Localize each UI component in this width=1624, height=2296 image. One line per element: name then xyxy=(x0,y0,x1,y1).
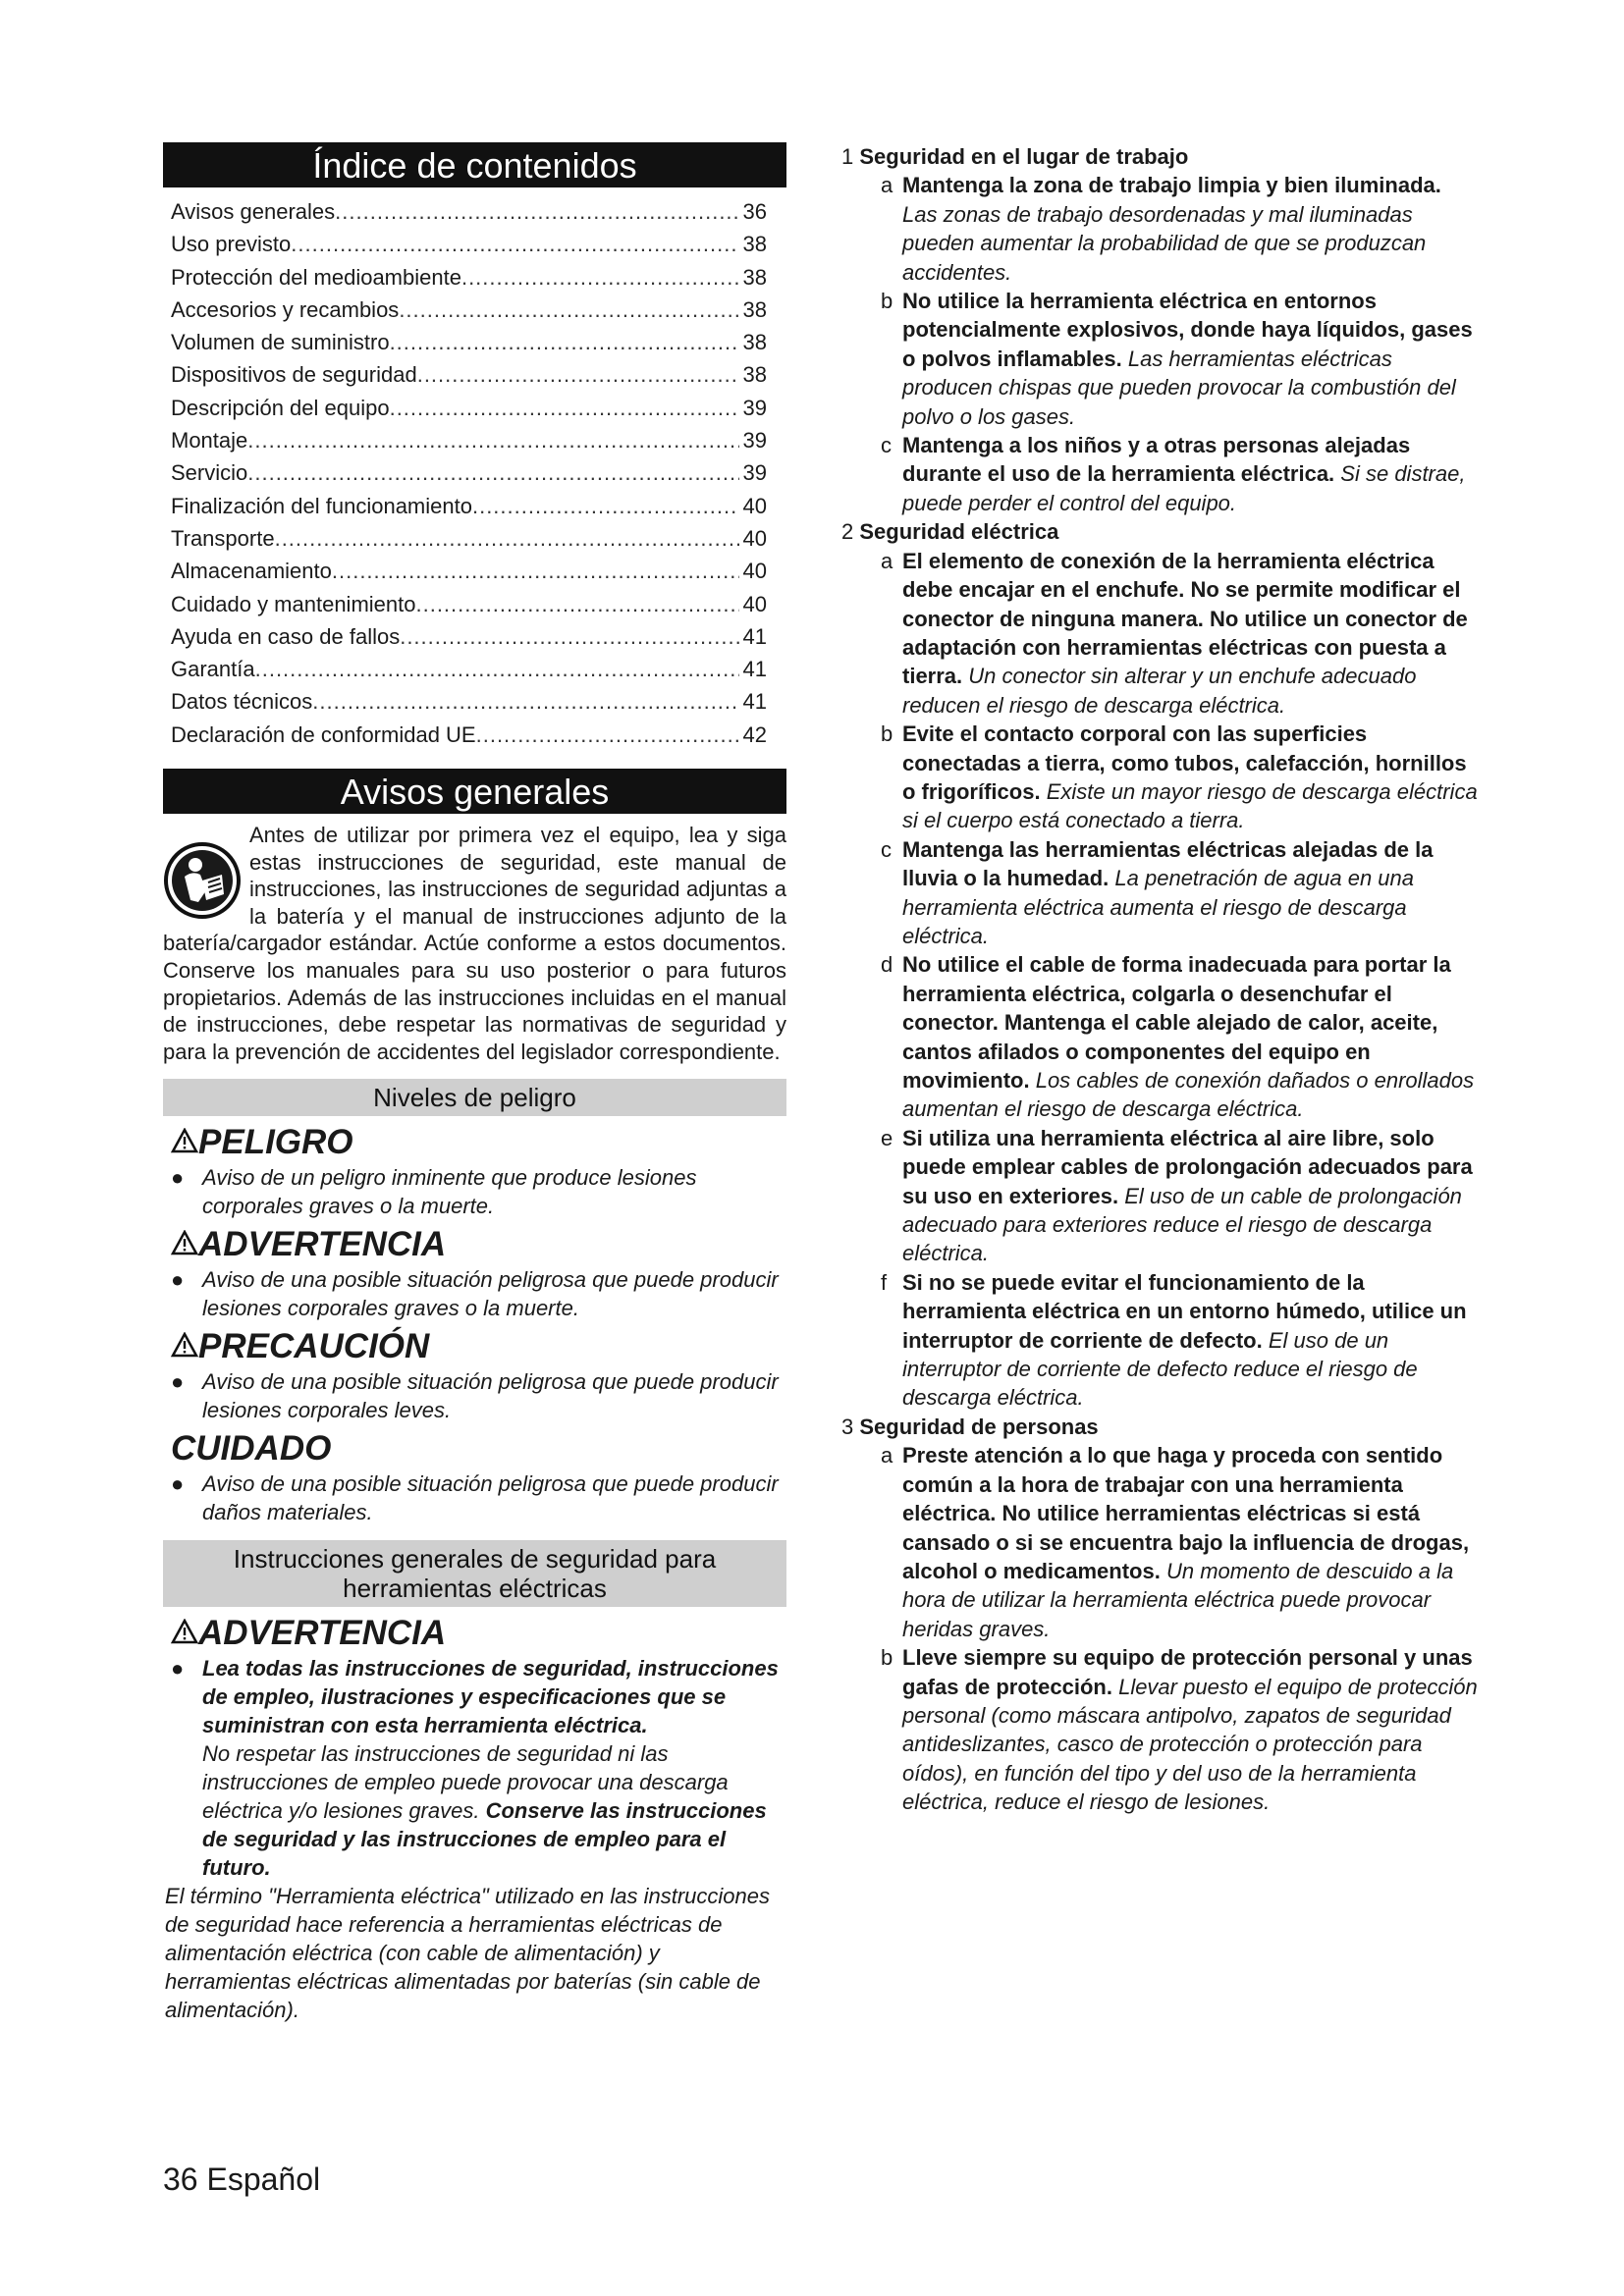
toc-item[interactable]: Descripción del equipo ..... 39 xyxy=(171,392,767,424)
section-1: 1 Seguridad en el lugar de trabajo xyxy=(841,144,1189,169)
section-2-item: c Mantenga las herramientas eléctricas alejadas de la lluvia o la humedad. La penetración de agua en una herramienta eléctrica aumenta el riesgo de descarga eléctrica. xyxy=(881,836,1434,948)
section-3: 3 Seguridad de personas xyxy=(841,1414,1099,1439)
section-2-item: b Evite el contacto corporal con las superficies conectadas a tierra, como tubos, calefacción, hornillos o frigoríficos. Existe un mayor riesgo de descarga eléctrica si el cuerpo está conectado a tierra. xyxy=(881,721,1478,833)
toc-item[interactable]: Transporte ..... 40 xyxy=(171,522,767,555)
toc-item[interactable]: Finalización del funcionamiento ..... 40 xyxy=(171,490,767,522)
section-3-item: a Preste atención a lo que haga y proceda con sentido común a la hora de trabajar con una herramienta eléctrica. No utilice herramientas eléctricas si está cansado o si se encuentra bajo la influencia de drogas, alcohol o medicamentos. Un momento de descuido a la hora de utilizar la herramienta eléctrica puede provocar heridas graves. xyxy=(881,1443,1470,1641)
toc-item[interactable]: Cuidado y mantenimiento ..... 40 xyxy=(171,588,767,620)
level-cuidado-text: ● Aviso de una posible situación peligrosa que puede producir daños materiales. xyxy=(171,1471,779,1525)
section-2: 2 Seguridad eléctrica xyxy=(841,519,1059,545)
section-1-item: c Mantenga a los niños y a otras personas alejadas durante el uso de la herramienta eléctrica. Si se distrae, puede perder el control del equipo. xyxy=(881,433,1466,515)
instrucciones-bullet: ● Lea todas las instrucciones de seguridad, instrucciones de empleo, ilustraciones y especificaciones que se suministran con esta herramienta eléctrica. No respetar las instrucciones de seguridad ni las instrucciones de empleo puede provocar una descarga eléctrica y/o lesiones graves. Conserve las instrucciones de seguridad y las instrucciones de empleo para el futuro. xyxy=(171,1656,779,1881)
toc-item[interactable]: Garantía ..... 41 xyxy=(171,653,767,685)
left-column xyxy=(163,142,786,2024)
toc-list xyxy=(163,195,786,751)
level-peligro-text: ● Aviso de un peligro inminente que produce lesiones corporales graves o la muerte. xyxy=(171,1165,697,1219)
instrucciones-heading: Instrucciones generales de seguridad para herramientas eléctricas xyxy=(163,1540,786,1607)
footer-language: Español xyxy=(206,2162,321,2197)
section-1-item: b No utilice la herramienta eléctrica en entornos potencialmente explosivos, donde haya líquidos, gases o polvos inflamables. Las herramientas eléctricas producen chispas que pueden provocar la combustión del polvo o los gases. xyxy=(881,289,1473,429)
level-peligro: PELIGRO xyxy=(171,1124,786,1161)
toc-item[interactable]: Declaración de conformidad UE ..... 42 xyxy=(171,719,767,751)
page-footer xyxy=(163,2160,320,2199)
toc-item[interactable]: Accesorios y recambios ..... 38 xyxy=(171,294,767,326)
right-column xyxy=(841,142,1480,1817)
section-2-item: e Si utiliza una herramienta eléctrica al aire libre, solo puede emplear cables de prolongación adecuados para su uso en exteriores. El uso de un cable de prolongación adecuado para exteriores reduce el riesgo de descarga eléctrica. xyxy=(881,1125,1473,1266)
toc-heading: Índice de contenidos xyxy=(163,142,786,187)
warning-triangle-icon xyxy=(171,1332,198,1358)
warning-triangle-icon xyxy=(171,1128,198,1153)
read-manual-icon xyxy=(163,841,242,920)
niveles-heading: Niveles de peligro xyxy=(163,1079,786,1116)
warning-triangle-icon xyxy=(171,1619,198,1644)
avisos-heading: Avisos generales xyxy=(163,769,786,814)
toc-item[interactable]: Datos técnicos ..... 41 xyxy=(171,685,767,718)
toc-item[interactable]: Avisos generales ..... 36 xyxy=(171,195,767,228)
section-1-item: a Mantenga la zona de trabajo limpia y bien iluminada. Las zonas de trabajo desordenadas y mal iluminadas pueden aumentar la probabilidad de que se produzcan accidentes. xyxy=(881,173,1441,285)
instrucciones-note: El término "Herramienta eléctrica" utilizado en las instrucciones de seguridad hace referencia a herramientas eléctricas de alimentación eléctrica (con cable de alimentación) y herramientas eléctricas alimentadas por baterías (sin cable de alimentación). xyxy=(165,1884,770,2023)
avisos-paragraph: Antes de utilizar por primera vez el equipo, lea y siga estas instrucciones de seguridad, este manual de instrucciones, las instrucciones de seguridad adjuntas a la batería y el manual de instrucciones adjunto de la batería/cargador estándar. Actúe conforme a estos documentos. Conserve los manuales para su uso posterior o para futuros propietarios. Además de las instrucciones incluidas en el manual de instrucciones, debe respetar las normativas de seguridad y para la prevención de accidentes del legislador correspondiente. xyxy=(163,823,786,1064)
instrucciones-warning: ADVERTENCIA xyxy=(171,1615,786,1652)
level-cuidado: CUIDADO xyxy=(171,1429,332,1468)
section-3-item: b Lleve siempre su equipo de protección personal y unas gafas de protección. Llevar puesto el equipo de protección personal (como máscara antipolvo, zapatos de seguridad antideslizantes, casco de protección o protección para oídos), en función del tipo y del uso de la herramienta eléctrica, reduce el riesgo de lesiones. xyxy=(881,1645,1478,1815)
toc-item[interactable]: Volumen de suministro ..... 38 xyxy=(171,326,767,358)
section-2-item: a El elemento de conexión de la herramienta eléctrica debe encajar en el enchufe. No se permite modificar el conector de ninguna manera. No utilice un conector de adaptación con herramientas eléctricas con puesta a tierra. Un conector sin alterar y un enchufe adecuado reducen el riesgo de descarga eléctrica. xyxy=(881,548,1468,718)
toc-item[interactable]: Ayuda en caso de fallos ..... 41 xyxy=(171,620,767,653)
toc-item[interactable]: Protección del medioambiente ..... 38 xyxy=(171,261,767,294)
level-advertencia-text: ● Aviso de una posible situación peligrosa que puede producir lesiones corporales graves o la muerte. xyxy=(171,1267,779,1321)
toc-item[interactable]: Almacenamiento ..... 40 xyxy=(171,555,767,587)
page-number: 36 xyxy=(163,2162,198,2197)
level-advertencia: ADVERTENCIA xyxy=(171,1226,786,1263)
level-precaucion: PRECAUCIÓN xyxy=(171,1328,786,1365)
level-precaucion-text: ● Aviso de una posible situación peligrosa que puede producir lesiones corporales leves. xyxy=(171,1369,779,1423)
toc-item[interactable]: Servicio ..... 39 xyxy=(171,456,767,489)
section-2-item: d No utilice el cable de forma inadecuada para portar la herramienta eléctrica, colgarla o desenchufar el conector. Mantenga el cable alejado de calor, aceite, cantos afilados o componentes del equipo en movimiento. Los cables de conexión dañados o enrollados aumentan el riesgo de descarga eléctrica. xyxy=(881,952,1475,1122)
toc-item[interactable]: Uso previsto ..... 38 xyxy=(171,228,767,260)
warning-triangle-icon xyxy=(171,1230,198,1255)
toc-item[interactable]: Montaje ..... 39 xyxy=(171,424,767,456)
avisos-text-block xyxy=(163,822,786,1065)
toc-item[interactable]: Dispositivos de seguridad ..... 38 xyxy=(171,358,767,391)
section-2-item: f Si no se puede evitar el funcionamiento de la herramienta eléctrica en un entorno húmedo, utilice un interruptor de corriente de defecto. El uso de un interruptor de corriente de defecto reduce el riesgo de descarga eléctrica. xyxy=(881,1269,1467,1411)
